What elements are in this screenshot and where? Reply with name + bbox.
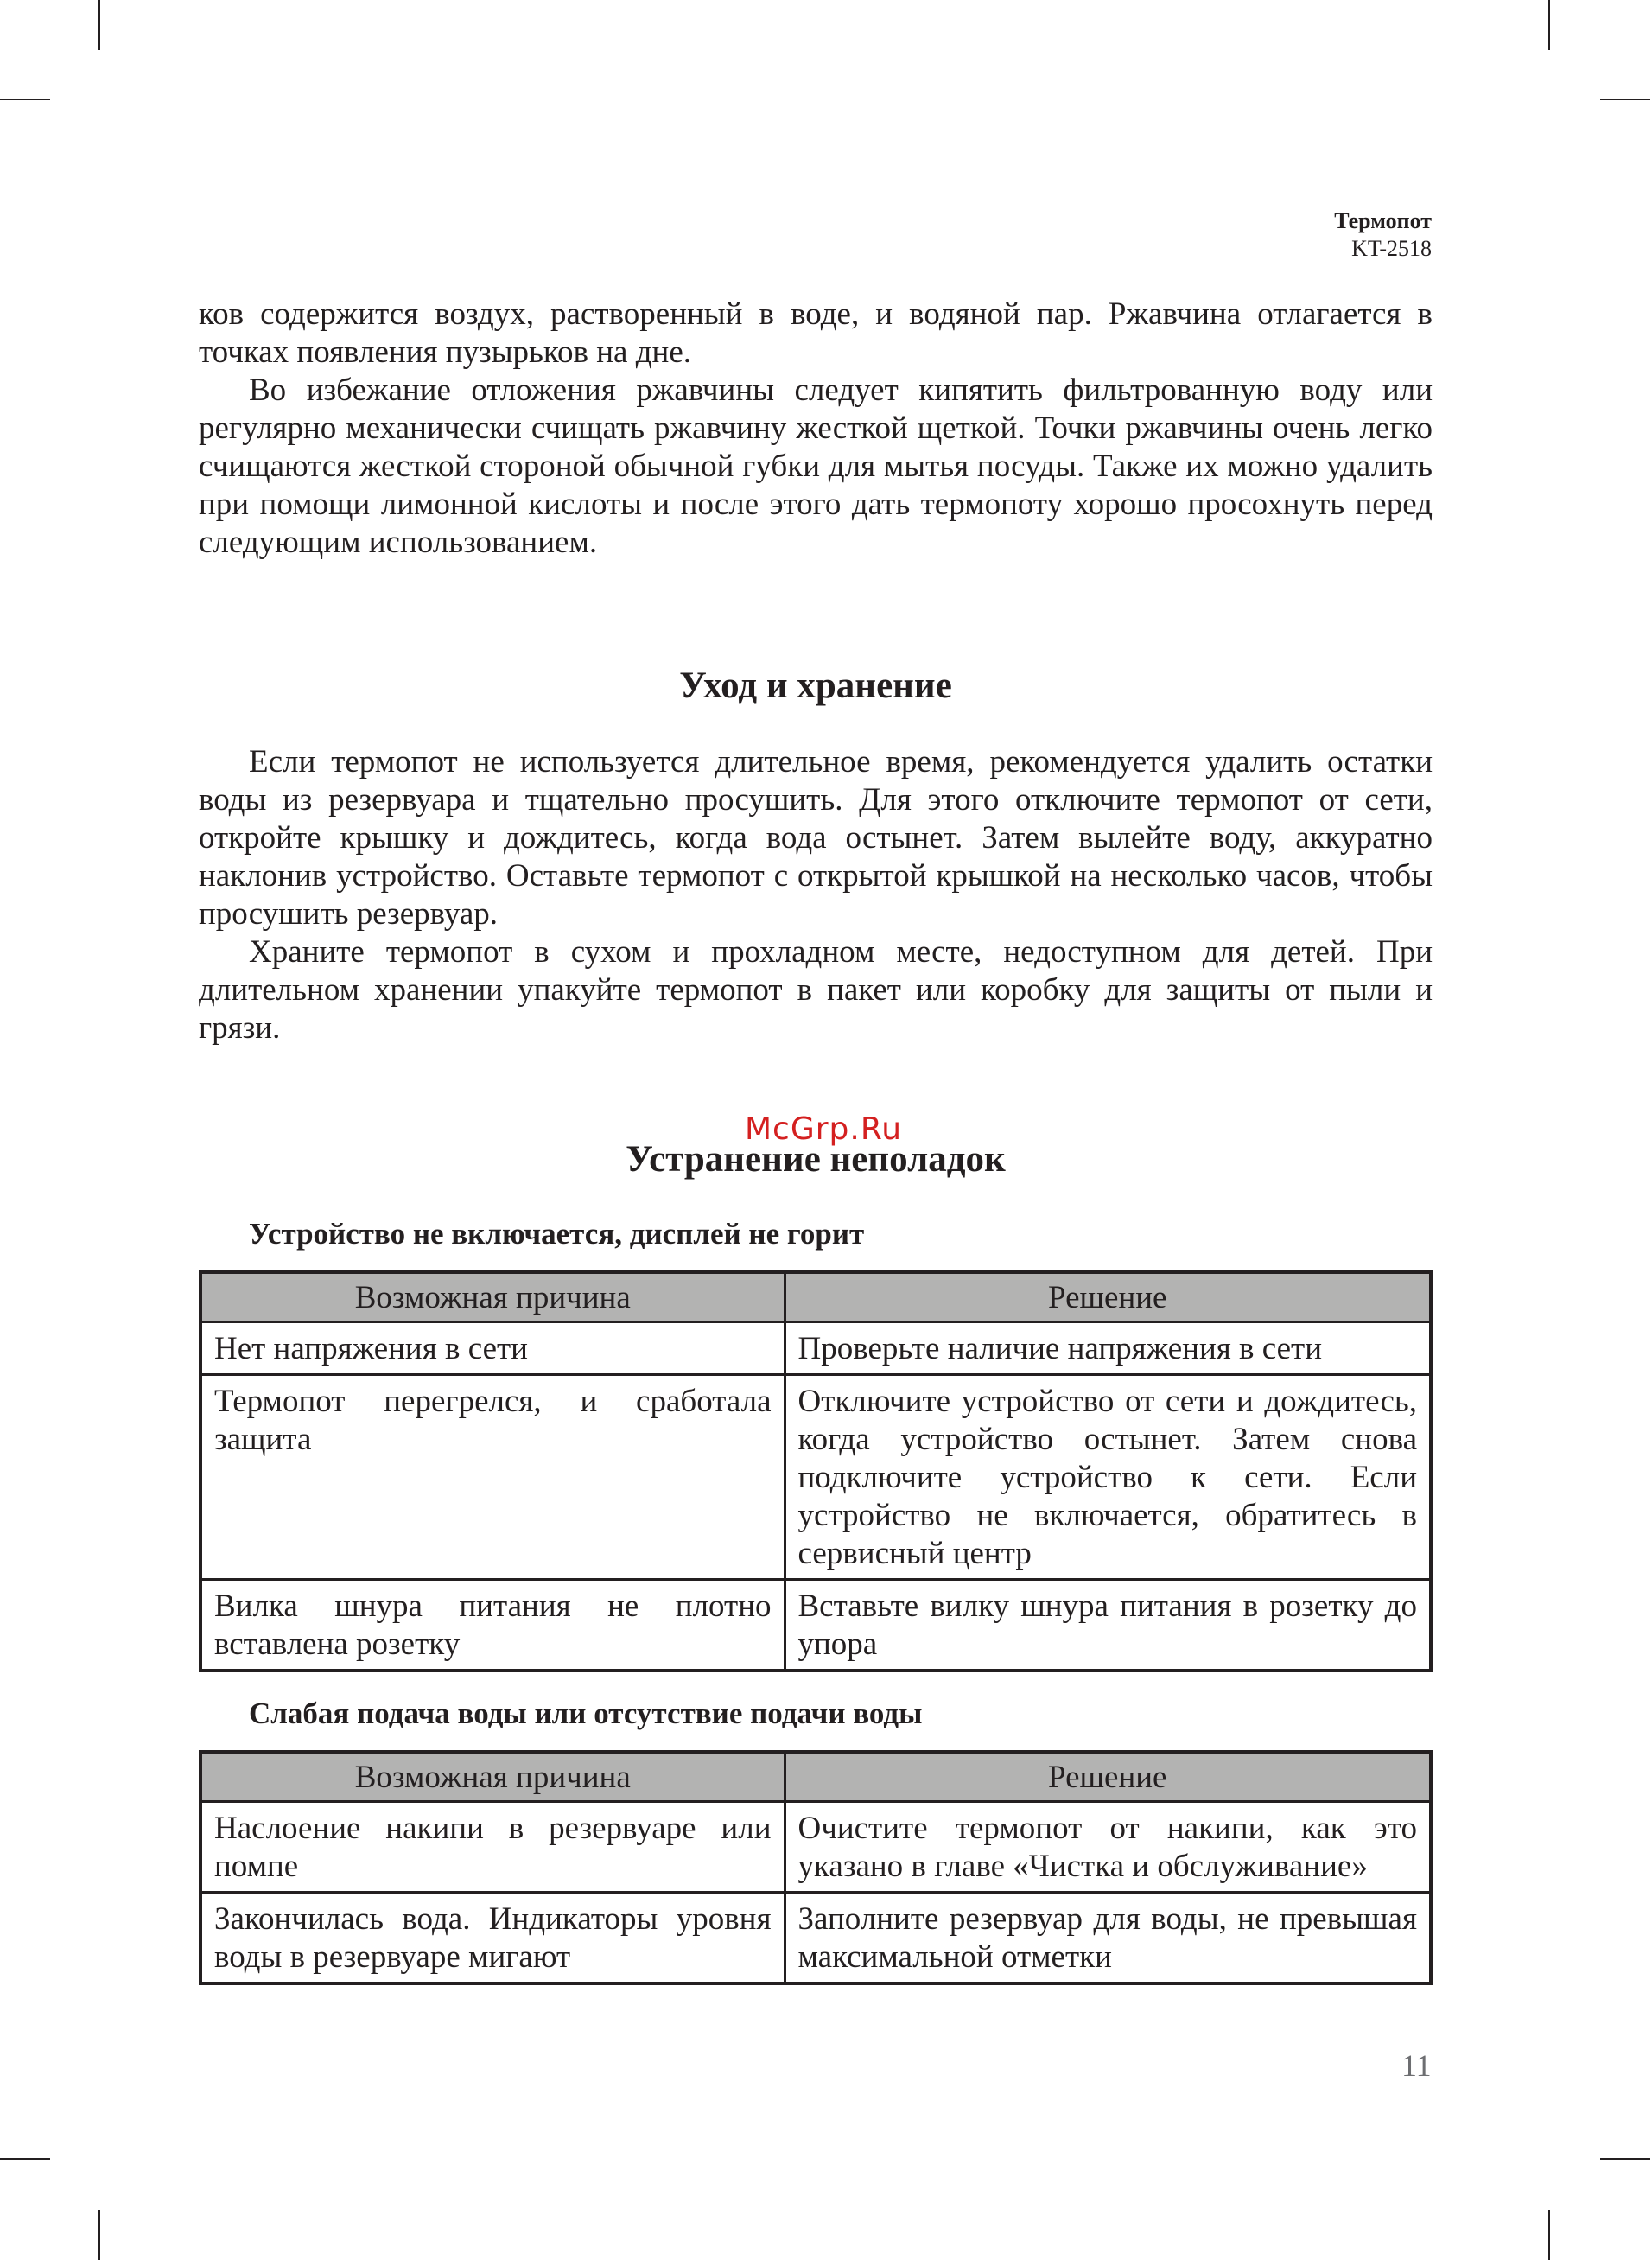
troubleshooting-title: Устранение неполадок [626, 1139, 1006, 1180]
column-header-cause: Возможная причина [200, 1272, 785, 1322]
solution-cell: Отключите устройство от сети и дождитесь, когда устройство остынет. Затем снова подключите устройство к сети. Если устройство не включается, обратитесь в сервисный центр [785, 1375, 1431, 1580]
column-header-solution: Решение [785, 1272, 1431, 1322]
troubleshooting-section [199, 1111, 1433, 1985]
care-title: Уход и хранение [679, 665, 952, 706]
column-header-solution: Решение [785, 1752, 1431, 1802]
column-header-cause: Возможная причина [200, 1752, 785, 1802]
solution-cell: Проверьте наличие напряжения в сети [785, 1322, 1431, 1375]
solution-cell: Заполните резервуар для воды, не превышая максимальной отметки [785, 1893, 1431, 1984]
care-paragraph: Храните термопот в сухом и прохладном месте, недоступном для детей. При длительном хранении упакуйте термопот в пакет или коробку для защиты от пыли и грязи. [199, 934, 1433, 1046]
cause-cell: Нет напряжения в сети [200, 1322, 785, 1375]
cause-cell: Наслоение накипи в резервуаре или помпе [200, 1802, 785, 1893]
table-header-row [200, 1272, 1431, 1322]
table-header-row [200, 1752, 1431, 1802]
crop-mark [0, 2158, 50, 2160]
model-number: KT-2518 [1351, 236, 1432, 261]
crop-mark [0, 99, 50, 100]
table-row [200, 1580, 1431, 1671]
care-paragraph: Если термопот не используется длительное время, рекомендуется удалить остатки воды из резервуара и тщательно просушить. Для этого отключите термопот от сети, откройте крышку и дождитесь, когда вода остынет. Затем вылейте воду, аккуратно наклонив устройство. Оставьте термопот с открытой крышкой на несколько часов, чтобы просушить резервуар. [199, 744, 1433, 932]
solution-cell: Очистите термопот от накипи, как это указано в главе «Чистка и обслуживание» [785, 1802, 1431, 1893]
troubleshooting-table-2 [199, 1750, 1433, 1985]
table-row [200, 1802, 1431, 1893]
running-head [1334, 207, 1432, 263]
watermark: McGrp.Ru [745, 1111, 903, 1147]
table-row [200, 1893, 1431, 1984]
table1-heading: Устройство не включается, дисплей не горит [249, 1217, 865, 1251]
crop-mark [98, 0, 100, 50]
intro-paragraph: ков содержится воздух, растворенный в воде, и водяной пар. Ржавчина отлагается в точках появления пузырьков на дне. [199, 296, 1433, 370]
table-row [200, 1322, 1431, 1375]
crop-mark [1600, 99, 1650, 100]
crop-mark [1548, 0, 1550, 50]
solution-cell: Вставьте вилку шнура питания в розетку до упора [785, 1580, 1431, 1671]
cause-cell: Вилка шнура питания не плотно вставлена розетку [200, 1580, 785, 1671]
troubleshooting-table-1 [199, 1270, 1433, 1672]
crop-mark [1548, 2210, 1550, 2260]
cause-cell: Термопот перегрелся, и сработала защита [200, 1375, 785, 1580]
page-content [199, 296, 1433, 1985]
crop-mark [1600, 2158, 1650, 2160]
product-name: Термопот [1334, 208, 1432, 233]
crop-mark [98, 2210, 100, 2260]
care-block [199, 743, 1433, 1047]
table-row [200, 1375, 1431, 1580]
page-number: 11 [1401, 2048, 1432, 2083]
intro-block [199, 296, 1433, 562]
intro-paragraph: Во избежание отложения ржавчины следует кипятить фильтрованную воду или регулярно механически счищать ржавчину жесткой щеткой. Точки ржавчины очень легко счищаются жесткой стороной обычной губки для мытья посуды. Также их можно удалить при помощи лимонной кислоты и после этого дать термопоту хорошо просохнуть перед следующим использованием. [199, 372, 1433, 560]
cause-cell: Закончилась вода. Индикаторы уровня воды в резервуаре мигают [200, 1893, 785, 1984]
table2-heading: Слабая подача воды или отсутствие подачи воды [249, 1697, 923, 1730]
